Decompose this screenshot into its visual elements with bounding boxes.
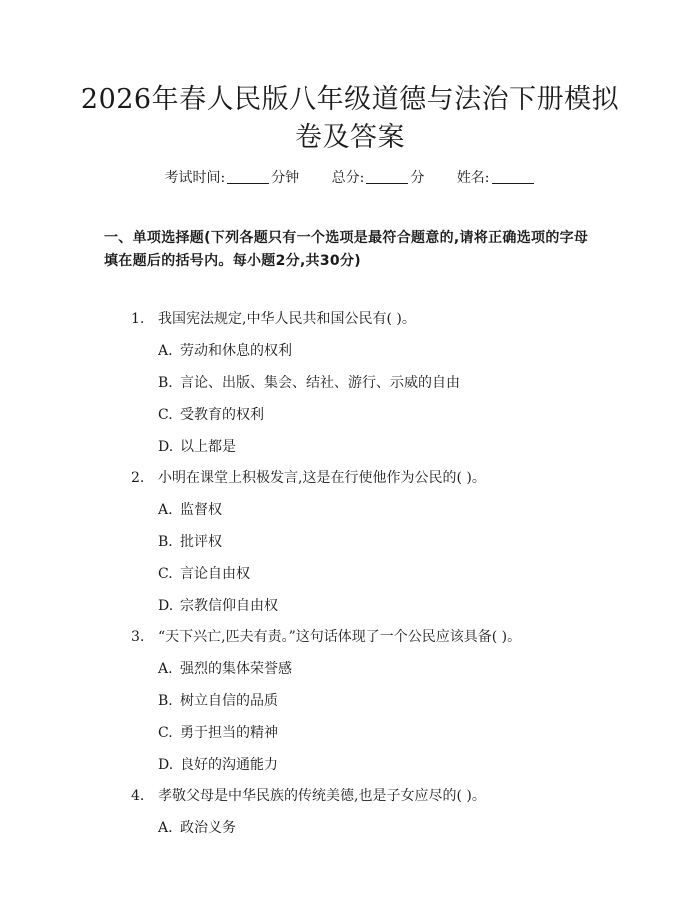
option-letter: C.	[158, 566, 173, 582]
question-4-option-a	[158, 818, 236, 838]
question-1-option-b	[158, 373, 460, 393]
question-1-option-c	[158, 405, 264, 425]
exam-title-line2: 卷及答案	[295, 122, 405, 153]
option-text: 政治义务	[180, 820, 236, 836]
question-1-option-d	[158, 437, 236, 457]
section-1-heading-line2: 填在题后的括号内。每小题2分,共30分)	[104, 253, 361, 269]
question-text: 我国宪法规定,中华人民共和国公民有( )。	[158, 311, 416, 327]
question-number: 3.	[131, 629, 145, 645]
option-letter: D.	[158, 439, 174, 455]
option-letter: D.	[158, 598, 174, 614]
total-score-blank	[366, 169, 408, 184]
question-1	[131, 309, 416, 329]
name-field	[457, 168, 536, 188]
question-2-option-c	[158, 564, 250, 584]
option-text: 劳动和休息的权利	[180, 343, 292, 359]
option-text: 树立自信的品质	[180, 693, 278, 709]
option-letter: A.	[158, 820, 173, 836]
exam-time-unit: 分钟	[271, 170, 300, 186]
option-letter: A.	[158, 661, 173, 677]
question-2	[131, 468, 486, 488]
option-text: 监督权	[180, 502, 222, 518]
total-score-field	[332, 168, 425, 188]
question-2-option-d	[158, 596, 278, 616]
option-letter: B.	[158, 534, 173, 550]
question-text: 孝敬父母是中华民族的传统美德,也是子女应尽的( )。	[158, 788, 486, 804]
option-letter: D.	[158, 757, 174, 773]
question-number: 1.	[131, 311, 145, 327]
question-3-option-b	[158, 691, 278, 711]
question-3-option-d	[158, 755, 278, 775]
option-letter: A.	[158, 343, 173, 359]
question-number: 2.	[131, 470, 145, 486]
question-3	[131, 627, 521, 647]
total-score-label: 总分:	[331, 170, 365, 186]
question-3-option-c	[158, 723, 278, 743]
question-number: 4.	[131, 788, 145, 804]
option-text: 良好的沟通能力	[180, 757, 278, 773]
option-text: 言论自由权	[180, 566, 250, 582]
exam-meta-row	[0, 168, 700, 188]
question-2-option-b	[158, 532, 222, 552]
option-letter: C.	[158, 407, 173, 423]
total-score-unit: 分	[410, 170, 425, 186]
option-text: 言论、出版、集会、结社、游行、示威的自由	[180, 375, 460, 391]
section-1-heading-line1: 一、单项选择题(下列各题只有一个选项是最符合题意的,请将正确选项的字母	[104, 230, 589, 246]
question-3-option-a	[158, 659, 292, 679]
option-letter: C.	[158, 725, 173, 741]
section-1-heading	[104, 227, 604, 273]
option-text: 强烈的集体荣誉感	[180, 661, 292, 677]
exam-time-field	[164, 168, 299, 188]
option-letter: A.	[158, 502, 173, 518]
question-2-option-a	[158, 500, 222, 520]
question-1-option-a	[158, 341, 292, 361]
option-text: 批评权	[180, 534, 222, 550]
option-letter: B.	[158, 375, 173, 391]
name-label: 姓名:	[456, 170, 490, 186]
option-text: 以上都是	[180, 439, 236, 455]
question-text: “天下兴亡,匹夫有责。”这句话体现了一个公民应该具备( )。	[158, 629, 522, 645]
option-text: 受教育的权利	[180, 407, 264, 423]
exam-title-line1: 2026年春人民版八年级道德与法治下册模拟	[80, 84, 620, 115]
exam-time-blank	[227, 169, 269, 184]
question-4	[131, 786, 486, 806]
option-text: 宗教信仰自由权	[180, 598, 278, 614]
question-text: 小明在课堂上积极发言,这是在行使他作为公民的( )。	[158, 470, 486, 486]
option-text: 勇于担当的精神	[180, 725, 278, 741]
name-blank	[492, 169, 534, 184]
option-letter: B.	[158, 693, 173, 709]
exam-time-label: 考试时间:	[164, 170, 226, 186]
